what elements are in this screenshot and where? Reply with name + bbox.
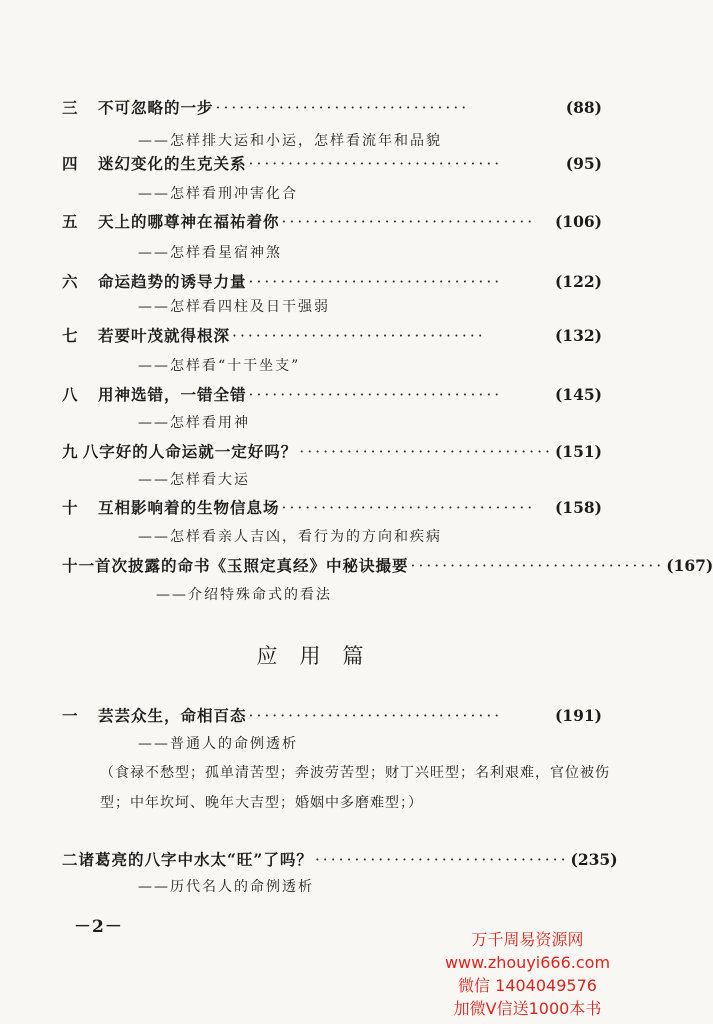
entry-page: (145) [554,385,602,404]
watermark-line: 加微V信送1000本书 [453,999,602,1018]
entry-page: (151) [554,442,602,461]
entry-number: 六 [62,272,79,291]
entry-page: (106) [554,212,602,231]
entry-number: 八 [62,385,79,404]
entry-subtitle: ——怎样看刑冲害化合 [138,186,298,202]
example-types-note: （食禄不愁型；孤单清苦型；奔波劳苦型；财丁兴旺型；名利艰难，官位被伤型；中年坎坷、晚年大吉型；婚姻中多磨难型；） [100,765,610,811]
entry-page: (95) [565,154,602,173]
entry-number: 十一 [62,556,96,575]
leader-dots: ································ [232,327,486,345]
leader-dots: ································ [410,557,665,575]
entry-title: 八字好的人命运就一定好吗？ [82,442,298,461]
entry-number: 二 [62,850,79,869]
entry-page: (167) [666,556,713,575]
toc-entry [62,210,602,232]
entry-title: 诸葛亮的八字中水太“旺”了吗？ [78,850,313,869]
leader-dots: ································ [248,273,503,291]
page-number: －2－ [74,917,123,937]
leader-dots: ································ [248,386,503,404]
entry-subtitle: ——普通人的命例透析 [138,736,298,752]
leader-dots: ································ [299,443,553,461]
entry-title: 用神选错，一错全错 [98,385,247,404]
entry-title: 迷幻变化的生克关系 [98,154,247,173]
entry-title: 不可忽略的一步 [98,98,214,117]
entry-number: 四 [62,154,79,173]
toc-entry [62,554,713,576]
entry-page: (235) [570,850,618,869]
watermark-line: 万千周易资源网 [471,930,584,949]
leader-dots: ································ [215,99,470,117]
watermark-line: 微信 1404049576 [458,976,597,995]
entry-number: 一 [62,706,79,725]
entry-subtitle: ——怎样看“十干坐支” [138,358,301,374]
entry-title: 互相影响着的生物信息场 [98,498,280,517]
entry-subtitle: ——怎样看星宿神煞 [138,245,282,261]
entry-subtitle: ——历代名人的命例透析 [138,879,314,895]
entry-title: 若要叶茂就得根深 [98,326,231,345]
leader-dots: ································ [248,155,503,173]
entry-title: 天上的哪尊神在福祐着你 [98,212,280,231]
toc-entry [62,152,602,174]
entry-subtitle: ——怎样看亲人吉凶，看行为的方向和疾病 [138,529,442,545]
entry-title: 芸芸众生，命相百态 [98,706,247,725]
watermark-line: www.zhouyi666.com [444,953,611,972]
entry-number: 七 [62,326,79,345]
leader-dots: ································ [281,213,536,231]
entry-page: (158) [554,498,602,517]
toc-entry [62,848,618,870]
entry-number: 五 [62,212,79,231]
toc-entry [62,383,602,405]
entry-subtitle: ——怎样看四柱及日干强弱 [138,299,330,315]
entry-subtitle: ——介绍特殊命式的看法 [156,587,332,603]
leader-dots: ································ [248,707,503,725]
entry-title: 命运趋势的诱导力量 [98,272,247,291]
entry-page: (122) [554,272,602,291]
entry-page: (132) [554,326,602,345]
section-title: 应用篇 [256,644,386,668]
leader-dots: ································ [281,499,536,517]
entry-subtitle: ——怎样看用神 [138,415,250,431]
entry-page: (88) [565,98,602,117]
toc-entry [62,96,602,118]
entry-title: 首次披露的命书《玉照定真经》中秘诀撮要 [95,556,409,575]
watermark [420,928,635,1020]
entry-number: 十 [62,498,79,517]
entry-page: (191) [554,706,602,725]
toc-entry [62,324,602,346]
entry-subtitle: ——怎样看大运 [138,472,250,488]
toc-entry [62,496,602,518]
toc-entry [62,440,602,462]
toc-entry [62,270,602,292]
toc-entry [62,704,602,726]
entry-number: 九 [62,442,79,461]
leader-dots: ································ [314,851,569,869]
entry-number: 三 [62,98,79,117]
entry-subtitle: ——怎样排大运和小运，怎样看流年和品貌 [138,133,442,149]
